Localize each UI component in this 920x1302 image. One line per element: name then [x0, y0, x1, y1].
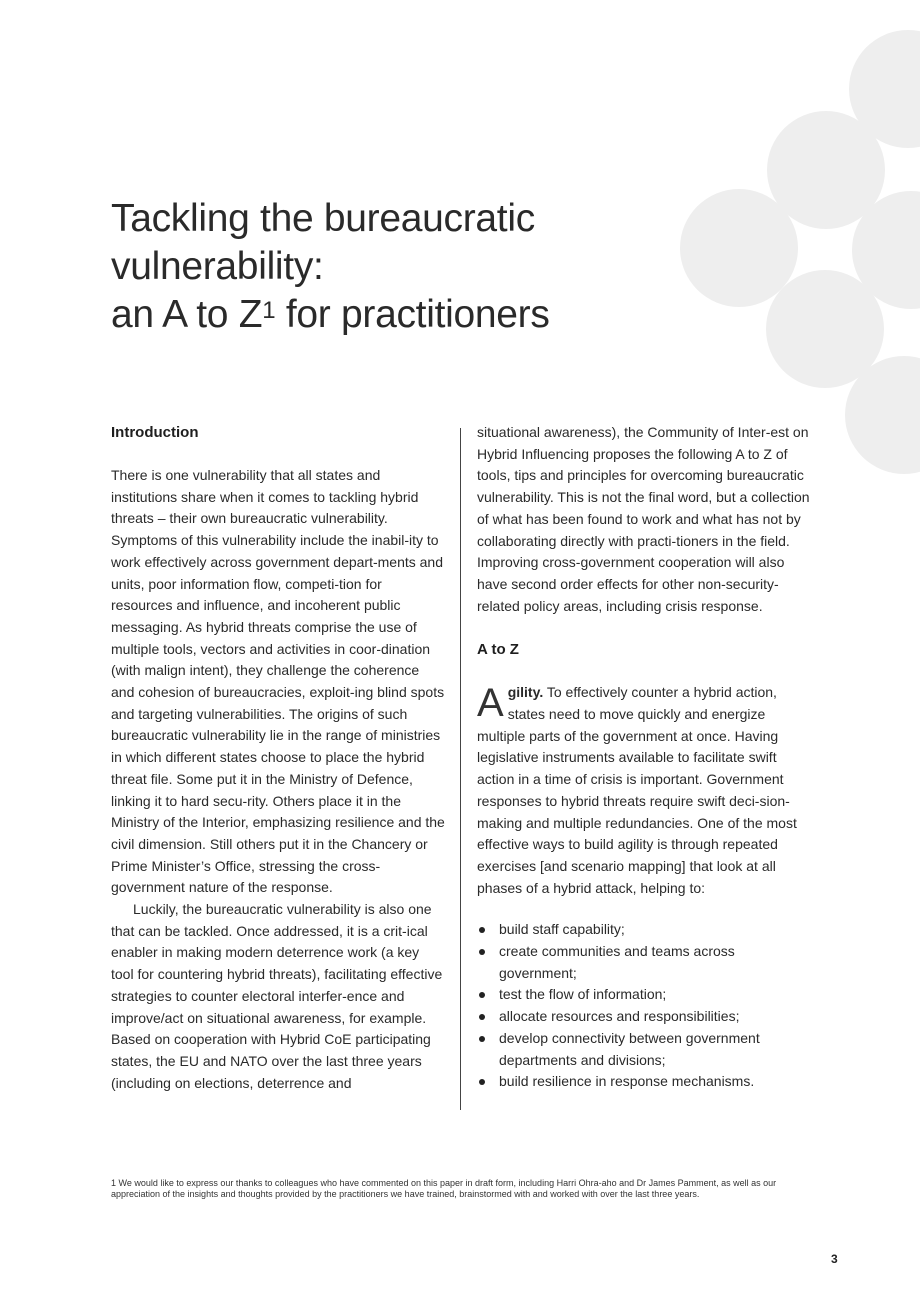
page-title — [111, 195, 550, 339]
list-item: develop connectivity between government departments and divisions; — [477, 1028, 813, 1071]
agility-entry — [477, 682, 813, 899]
intro-paragraph-2-continued: situational awareness), the Community of Inter-est on Hybrid Influencing proposes the following A to Z of tools, tips and principles for overcoming bureaucratic vulnerability. This is not the final word, but a collection of what has been found to work and what has not by collaborating directly with practi-tioners in the field. Improving cross-government cooperation will also have second order effects for other non-security-related policy areas, including crisis response. — [477, 424, 810, 614]
list-item: build staff capability; — [477, 919, 813, 941]
intro-paragraph-2: Luckily, the bureaucratic vulnerability is also one that can be tackled. Once addressed, it is a crit-ical enabler in making modern deterrence work (a key tool for countering hybrid threats), facilitating effective strategies to counter electoral interfer-ence and improve/act on situational awareness, for example. Based on cooperation with Hybrid CoE participating states, the EU and NATO over the last three years (including on elections, deterrence and — [111, 901, 443, 1091]
right-column — [477, 422, 813, 1093]
list-item: build resilience in response mechanisms. — [477, 1071, 813, 1093]
agility-body: To effectively counter a hybrid action, states need to move quickly and energize multiple parts of the government at once. Having legislative instruments available to facilitate swift action in a time of crisis is important. Government responses to hybrid threats require swift deci-sion-making and multiple redundancies. One of the most effective ways to build agility is through repeated exercises [and scenario mapping] that look at all phases of a hybrid attack, helping to: — [477, 684, 797, 896]
title-line-3-end: for practitioners — [275, 293, 550, 336]
column-divider — [460, 428, 461, 1110]
footnote: 1 We would like to express our thanks to colleagues who have commented on this paper in draft form, including Harri Ohra-aho and Dr James Pamment, as well as our appreciation of the insights and thoughts provided by the practitioners we have trained, brainstormed with and worked with over the last three years. — [111, 1178, 777, 1199]
a-to-z-heading: A to Z — [477, 641, 519, 659]
agility-term: gility. — [507, 684, 544, 701]
title-line-3: an A to Z — [111, 293, 263, 336]
title-line-2: vulnerability: — [111, 245, 324, 288]
title-footnote-marker[interactable]: 1 — [262, 297, 276, 324]
list-item: allocate resources and responsibilities; — [477, 1006, 813, 1028]
intro-paragraph-1: There is one vulnerability that all states and institutions share when it comes to tackling hybrid threats – their own bureaucratic vulnerability. Symptoms of this vulnerability include the inabil-ity to work effectively across government depart-ments and units, poor information flow, competi-tion for resources and influence, and incoherent public messaging. As hybrid threats comprise the use of multiple tools, vectors and activities in coor-dination (with malign intent), they challenge the coherence and cohesion of bureaucracies, exploit-ing blind spots and targeting vulnerabilities. The origins of such bureaucratic vulnerability lie in the range of ministries in which different states choose to place the hybrid threat file. Some put it in the Ministry of Defence, linking it to hard secu-rity. Others place it in the Ministry of the Interior, emphasizing resilience and the civil dimension. Still others put it in the Chancery or Prime Minister’s Office, stressing the cross-government nature of the response. — [111, 467, 445, 896]
introduction-heading: Introduction — [111, 424, 199, 441]
title-line-1: Tackling the bureaucratic — [111, 197, 535, 240]
agility-bullet-list — [477, 919, 813, 1093]
list-item: test the flow of information; — [477, 984, 813, 1006]
drop-cap-letter: A — [477, 681, 504, 726]
list-item: create communities and teams across government; — [477, 941, 813, 984]
left-column — [111, 422, 445, 1094]
page-number: 3 — [831, 1252, 838, 1266]
